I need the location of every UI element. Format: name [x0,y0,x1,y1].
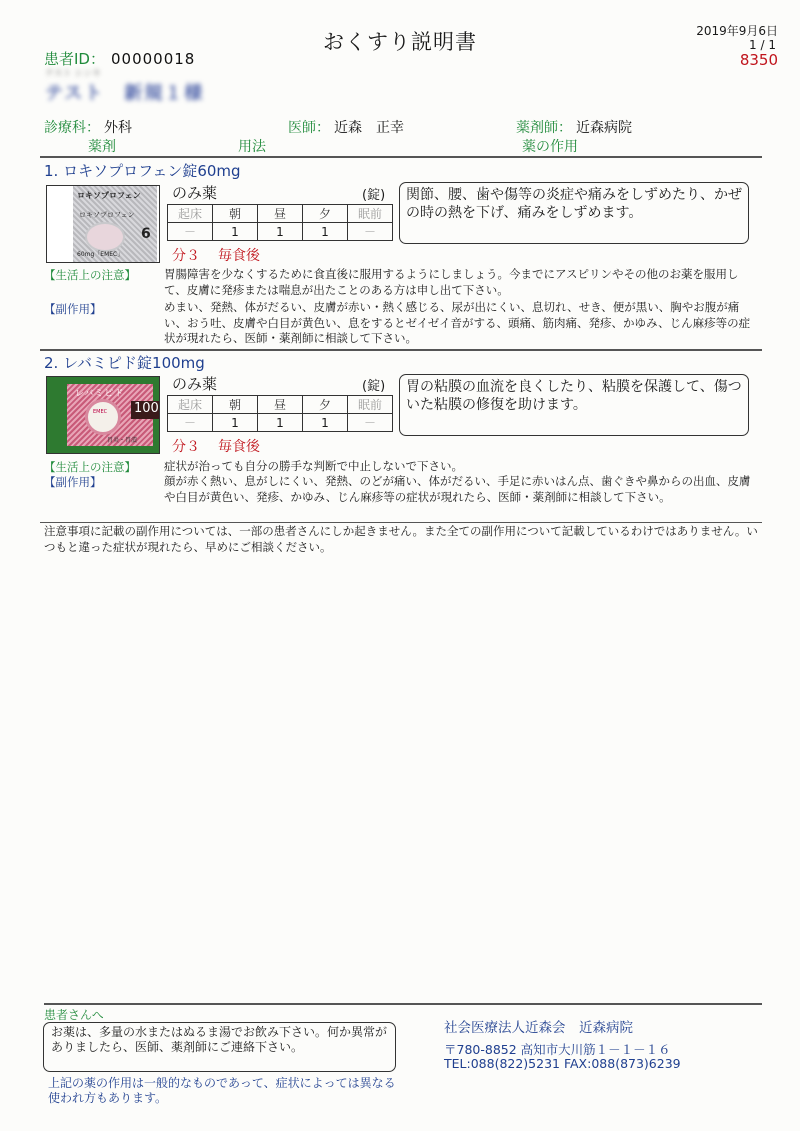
photo-text: レバミピド [75,389,125,399]
photo-digit: 100 [131,401,160,419]
pill-icon [85,399,121,435]
schedule-header: 起床 [168,396,213,414]
medicine-type: のみ薬 [172,375,218,393]
patient-id-value: 00000018 [110,50,196,68]
doctor [288,117,404,137]
side-effect-text: めまい、発熱、体がだるい、皮膚が赤い・熱く感じる、尿が出にくい、息切れ、せき、便が黒い、胸やお腹が痛い、おう吐、皮膚や白目が黄色い、息をするとゼイゼイ音がする、頭痛、筋肉痛、発疹、かゆみ、じん麻疹等の症状が現れたら、医師・薬剤師に相談して下さい。 [164,300,751,345]
divider [40,522,762,523]
hospital-address: 〒780-8852 高知市大川筋１－１－１６ [444,1042,671,1057]
dose-count: 分３ [172,248,200,264]
schedule-value: 1 [258,223,303,241]
dosage-schedule [167,204,393,241]
doctor-value: 近森 正幸 [334,120,404,136]
side-effect-label: 【副作用】 [44,475,102,489]
schedule-value: － [168,223,213,241]
drug-effect-box: 胃の粘膜の血流を良くしたり、粘膜を保護して、傷ついた粘膜の修復を助けます。 [399,374,749,436]
column-usage: 用法 [238,139,266,155]
hospital-name: 社会医療法人近森会 近森病院 [444,1020,633,1036]
dosage-schedule [167,395,393,432]
photo-text: 胃炎・胃潰 [107,437,138,444]
pharmacist-value: 近森病院 [576,120,632,136]
drug-effect-box: 関節、腰、歯や傷等の炎症や痛みをしずめたり、かぜの時の熱を下げ、痛みをしずめます。 [399,182,749,244]
to-patient-label: 患者さんへ [44,1008,104,1022]
dose-timing: 毎食後 [218,439,260,455]
schedule-value: 1 [303,223,348,241]
side-effect-disclaimer: 注意事項に記載の副作用については、一部の患者さんにしか起きません。また全ての副作用について記載しているわけではありません。いつもと違った症状が現れたら、早めにご相談ください。 [44,524,758,554]
photo-text: 60mg「EMEC」 [77,251,124,258]
page-number: 1 / 1 [749,38,776,52]
patient-name-kana: テスト シンキ [45,69,102,79]
column-drug: 薬剤 [88,139,116,155]
dose-timing: 毎食後 [218,248,260,264]
schedule-value: － [168,414,213,432]
schedule-header: 昼 [258,205,303,223]
schedule-value: 1 [258,414,303,432]
issue-date: 2019年9月6日 [696,24,778,38]
pill-text: EMEC [93,409,108,415]
divider [44,1003,762,1005]
drug-name: 2. レバミピド錠100mg [44,354,205,372]
schedule-header: 眠前 [348,396,393,414]
department-value: 外科 [104,120,132,136]
department-label: 診療科： [44,120,100,136]
pharmacist [516,117,632,137]
schedule-header: 夕 [303,205,348,223]
dose-count: 分３ [172,439,200,455]
drug-name: 1. ロキソプロフェン錠60mg [44,162,241,180]
pill-icon [85,222,125,252]
hospital-contact: TEL:088(822)5231 FAX:088(873)6239 [444,1056,681,1071]
dose-instruction [172,245,260,265]
schedule-header: 起床 [168,205,213,223]
lifestyle-label: 【生活上の注意】 [44,460,136,474]
patient-id-label: 患者ID： [44,50,105,68]
column-effect: 薬の作用 [522,139,578,155]
schedule-value: 1 [303,414,348,432]
doctor-label: 医師： [288,120,330,136]
divider [40,349,762,351]
side-effect-label: 【副作用】 [44,302,102,316]
photo-text: ロキソプロフェン [77,191,141,200]
unit: (錠) [362,379,386,394]
drug-photo [46,185,160,263]
schedule-header: 朝 [213,205,258,223]
pharmacist-label: 薬剤師： [516,120,572,136]
patient-name-redacted [45,66,265,106]
lifestyle-label: 【生活上の注意】 [44,268,136,282]
schedule-value: 1 [213,414,258,432]
photo-digit: 6 [141,226,151,242]
dose-instruction [172,436,260,456]
document-title: おくすり説明書 [323,30,477,54]
schedule-header: 昼 [258,396,303,414]
lifestyle-text: 症状が治っても自分の勝手な判断で中止しないで下さい。 [164,459,463,473]
schedule-value: － [348,414,393,432]
schedule-header: 眠前 [348,205,393,223]
medicine-type: のみ薬 [172,184,218,202]
to-patient-message: お薬は、多量の水またはぬるま湯でお飲み下さい。何か異常がありましたら、医師、薬剤師にご連絡下さい。 [43,1022,396,1072]
document-number: 8350 [739,51,778,69]
department [44,117,132,137]
schedule-header: 夕 [303,396,348,414]
side-effect-text: 顔が赤く熱い、息がしにくい、発熱、のどが痛い、体がだるい、手足に赤いはん点、歯ぐきや鼻からの出血、皮膚や白目が黄色い、発疹、かゆみ、じん麻疹等の症状が現れたら、医師・薬剤師に相談して下さい。 [164,474,751,504]
patient-name: テスト 新規１様 [45,83,205,104]
schedule-value: 1 [213,223,258,241]
effect-caveat: 上記の薬の作用は一般的なものであって、症状によっては異なる使われ方もあります。 [48,1076,396,1105]
divider [40,156,762,158]
schedule-value: － [348,223,393,241]
document-meta [696,24,778,69]
photo-text: ロキソプロフェン [79,211,135,219]
drug-photo [46,376,160,454]
schedule-header: 朝 [213,396,258,414]
unit: (錠) [362,188,386,203]
lifestyle-text: 胃腸障害を少なくするために食直後に服用するようにしましょう。今までにアスピリンやその他のお薬を服用して、皮膚に発疹または喘息が出たことのある方は申し出て下さい。 [164,267,739,297]
